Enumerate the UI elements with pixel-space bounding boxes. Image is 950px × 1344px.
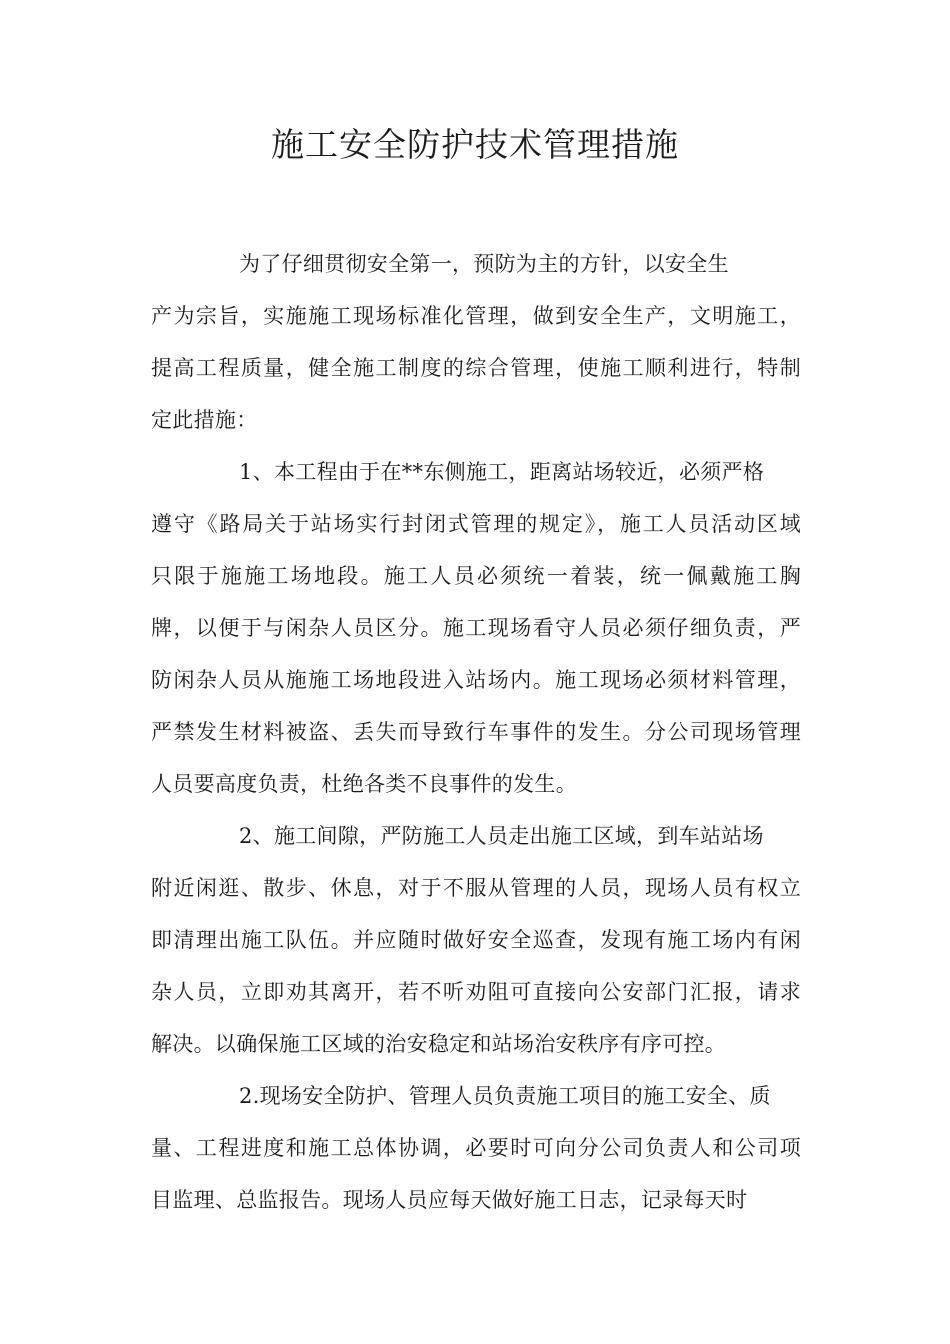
body-text-line: 产为宗旨，实施施工现场标准化管理，做到安全生产，文明施工， xyxy=(151,304,801,328)
body-text-line: 牌，以便于与闲杂人员区分。施工现场看守人员必须仔细负责，严 xyxy=(151,616,801,640)
body-text-line: 为了仔细贯彻安全第一，预防为主的方针，以安全生 xyxy=(239,252,729,276)
body-text-line: 防闲杂人员从施施工场地段进入站场内。施工现场必须材料管理， xyxy=(151,668,801,692)
body-text-line: 杂人员，立即劝其离开，若不听劝阻可直接向公安部门汇报，请求 xyxy=(151,980,801,1004)
body-text-line: 2.现场安全防护、管理人员负责施工项目的施工安全、质 xyxy=(239,1084,771,1108)
body-text-line: 解决。以确保施工区域的治安稳定和站场治安秩序有序可控。 xyxy=(151,1032,727,1056)
body-text-line: 只限于施施工场地段。施工人员必须统一着装，统一佩戴施工胸 xyxy=(151,564,801,588)
body-text-line: 目监理、总监报告。现场人员应每天做好施工日志，记录每天时 xyxy=(151,1188,748,1212)
body-text-line: 附近闲逛、散步、休息，对于不服从管理的人员，现场人员有权立 xyxy=(151,876,801,900)
body-text-line: 1、本工程由于在**东侧施工，距离站场较近，必须严格 xyxy=(239,460,765,484)
body-text-line: 2、施工间隙，严防施工人员走出施工区域，到车站站场 xyxy=(239,824,764,848)
document-title: 施工安全防护技术管理措施 xyxy=(271,125,679,164)
body-text-line: 严禁发生材料被盗、丢失而导致行车事件的发生。分公司现场管理 xyxy=(151,720,801,744)
body-text-line: 量、工程进度和施工总体协调，必要时可向分公司负责人和公司项 xyxy=(151,1136,801,1160)
body-text-line: 人员要高度负责，杜绝各类不良事件的发生。 xyxy=(151,772,577,796)
body-text-line: 提高工程质量，健全施工制度的综合管理，使施工顺利进行，特制 xyxy=(151,356,801,380)
document-body xyxy=(151,244,801,1232)
body-text-line: 定此措施： xyxy=(151,408,258,432)
body-text-line: 遵守《路局关于站场实行封闭式管理的规定》，施工人员活动区域 xyxy=(151,512,801,536)
body-text-line: 即清理出施工队伍。并应随时做好安全巡查，发现有施工场内有闲 xyxy=(151,928,801,952)
